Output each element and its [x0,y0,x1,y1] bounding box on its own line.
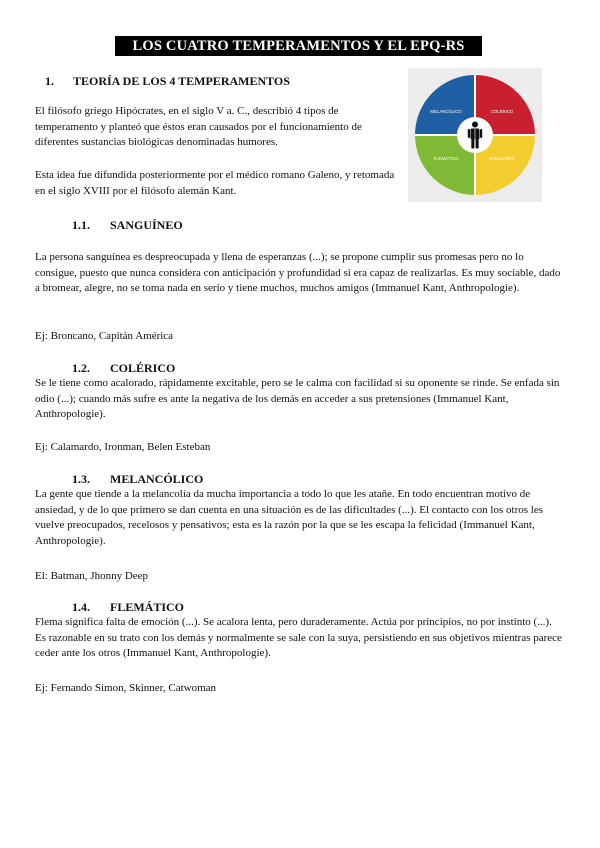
subsection-sanguineo-heading [72,218,183,233]
subsection-sanguineo-number: 1.1. [72,218,90,232]
section-1-number: 1. [45,74,54,88]
subsection-sanguineo-title: SANGUÍNEO [110,218,183,232]
intro-paragraph-2: Esta idea fue difundida posteriormente por el médico romano Galeno, y retomada en el siglo XVIII por el filósofo alemán Kant. [35,169,395,197]
temperament-wheel [408,68,542,202]
melancolico-paragraph: La gente que tiende a la melancolía da mucha importancia a todo lo que les atañe. En todo encuentran motivo de ansiedad, y de lo que primero se dan cuenta en una situación es de las dificultades (...). El contacto con los otros les vuelve preocupados, recelosos y pensativos; esta es la razón por la que se les escapa la felicidad (Immanuel Kant, Anthropologie). [35,488,543,547]
temperament-wheel-image [408,68,542,202]
flematico-example: Ej: Fernando Simon, Skinner, Catwoman [35,682,217,694]
sanguineo-example: Ej: Broncano, Capitán América [35,330,174,342]
subsection-melancolico-number: 1.3. [72,472,90,486]
section-1-title: TEORÍA DE LOS 4 TEMPERAMENTOS [73,74,290,88]
melancolico-example: El: Batman, Jhonny Deep [35,570,149,582]
subsection-colerico-title: COLÉRICO [110,361,176,375]
subsection-melancolico-heading [72,472,203,487]
intro-paragraph-1: El filósofo griego Hipócrates, en el siglo V a. C., describió 4 tipos de temperamento y planteó que éstos eran causados por el funcionamiento de diferentes sustancias biológicas denominadas humores. [35,105,362,148]
document-title: LOS CUATRO TEMPERAMENTOS Y EL EPQ-RS [115,36,482,56]
colerico-paragraph: Se le tiene como acalorado, rápidamente excitable, pero se le calma con facilidad si su oponente se rinde. Se enfada sin odio (...); cuando más sufre es ante la negativa de los demás en acceder a sus pretensiones (Immanuel Kant, Anthropologie). [35,377,560,420]
subsection-colerico-heading [72,361,175,376]
subsection-flematico-heading [72,600,184,615]
wheel-label-colerico: COLÉRICO [490,109,514,114]
colerico-example: Ej: Calamardo, Ironman, Belen Esteban [35,441,211,453]
wheel-label-flematico: FLEMÁTICO [433,156,459,161]
sanguineo-paragraph: La persona sanguínea es despreocupada y llena de esperanzas (...); se propone cumplir sus promesas pero no lo consigue, puesto que nunca considera con anticipación y profundidad si era capaz de realizarlas. Es muy sociable, dado a bromear, alegre, no se toma nada en serio y tiene muchos, muchos amigos (Immanuel Kant, Anthropologie). [35,251,561,294]
subsection-melancolico-title: MELANCÓLICO [110,472,204,486]
section-1-heading [45,74,290,89]
subsection-flematico-number: 1.4. [72,600,90,614]
wheel-label-melancolico: MELANCÓLICO [430,109,462,114]
wheel-label-sanguineo: SANGUÍNEO [489,156,515,161]
subsection-colerico-number: 1.2. [72,361,90,375]
flematico-paragraph: Flema significa falta de emoción (...). Se acalora lenta, pero duraderamente. Actúa por principios, no por instinto (...). Es razonable en su trato con los demás y normalmente se sale con la suya, persistiendo en sus objetivos mientras parece ceder ante los otros (Immanuel Kant, Anthropologie). [35,616,562,659]
subsection-flematico-title: FLEMÁTICO [110,600,185,614]
